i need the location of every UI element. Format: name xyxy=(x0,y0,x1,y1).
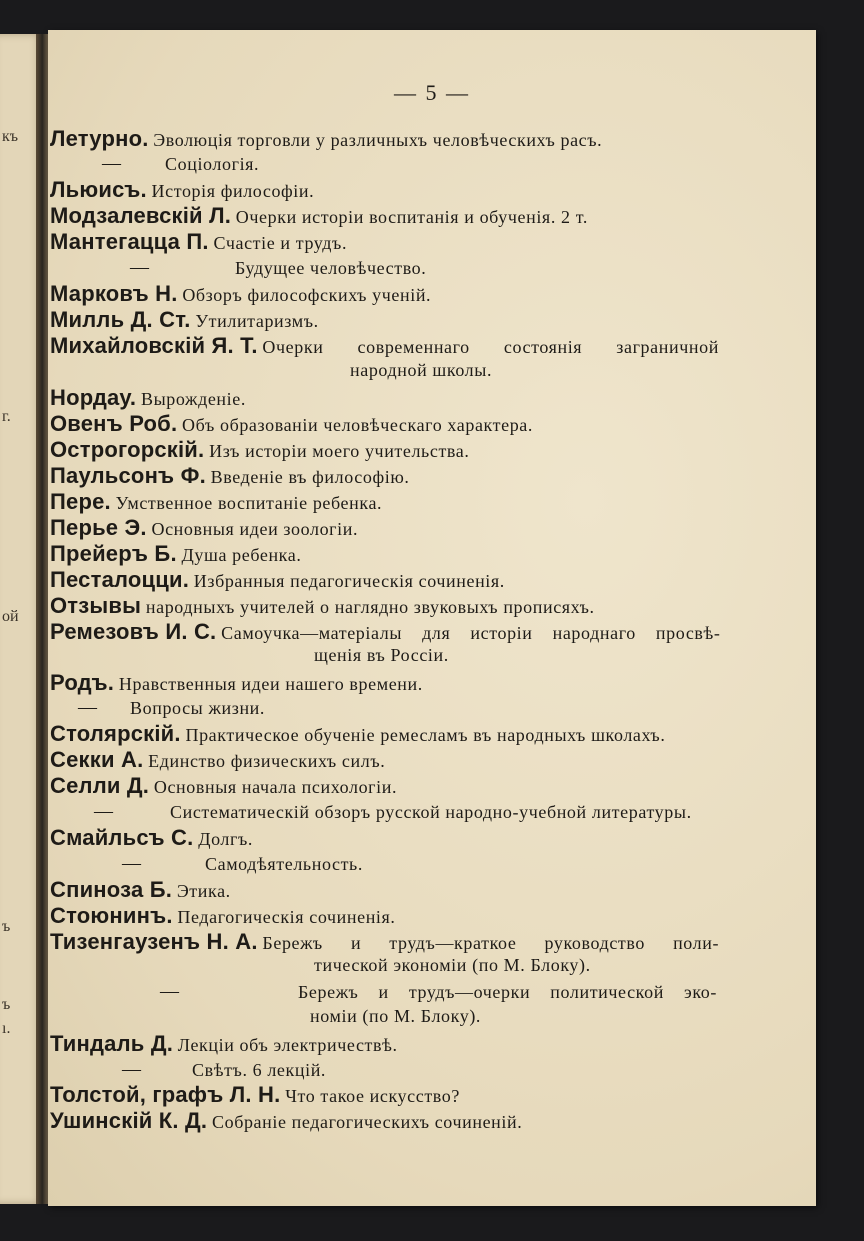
work-title: Очерки исторіи воспитанія и обученія. 2 т. xyxy=(235,207,588,227)
work-title: Соціологія. xyxy=(165,154,260,174)
author-name: Селли Д. xyxy=(50,773,150,798)
bibliography-entry xyxy=(50,542,301,568)
work-title: Счастіе и трудъ. xyxy=(213,233,348,253)
author-name: Острогорскій. xyxy=(50,437,205,462)
left-page-fragment: къ xyxy=(2,128,19,145)
work-title: Систематическій обзоръ русской народно-учебной литературы. xyxy=(170,802,692,822)
left-page-fragment: ой xyxy=(2,608,19,625)
author-name: Паульсонъ Ф. xyxy=(50,463,206,488)
work-title: Основныя идеи зоологіи. xyxy=(151,519,359,539)
work-title: Умственное воспитаніе ребенка. xyxy=(115,493,383,513)
bibliography-entry xyxy=(50,826,253,852)
author-name: Секки А. xyxy=(50,747,144,772)
ditto-dash: — xyxy=(94,801,113,822)
author-name: Толстой, графъ Л. Н. xyxy=(50,1082,281,1107)
work-title-continuation: щенія въ Россіи. xyxy=(314,645,449,665)
bibliography-entry xyxy=(50,386,246,412)
ditto-dash: — xyxy=(78,697,97,718)
bibliography-entry xyxy=(50,464,409,490)
bibliography-entry xyxy=(50,412,533,438)
work-title: Педагогическія сочиненія. xyxy=(177,907,396,927)
work-title: Единство физическихъ силъ. xyxy=(148,751,386,771)
work-title-continuation: тической экономіи (по М. Блоку). xyxy=(314,955,591,975)
author-name: Пере. xyxy=(50,489,111,514)
ditto-dash: — xyxy=(122,1059,141,1080)
work-title: Утилитаризмъ. xyxy=(195,311,319,331)
bibliography-entry xyxy=(50,178,314,204)
left-page-fragment: г. xyxy=(2,408,11,425)
bibliography-entry xyxy=(50,1083,460,1109)
bibliography-entry xyxy=(50,878,231,904)
author-name: Михайловскій Я. Т. xyxy=(50,333,258,358)
work-title: Обзоръ философскихъ ученій. xyxy=(182,285,432,305)
work-title: Объ образованіи человѣческаго характера. xyxy=(182,415,533,435)
work-title-continuation: народной школы. xyxy=(350,360,493,380)
work-title: Этика. xyxy=(176,881,231,901)
work-title: Будущее человѣчество. xyxy=(235,258,427,278)
author-name: Отзывы xyxy=(50,593,142,618)
work-title: Самоучка—матеріалы для исторіи народнаго просвѣ- xyxy=(221,623,721,643)
work-title: Бережъ и трудъ—краткое руководство поли- xyxy=(262,933,720,953)
bibliography-entry xyxy=(50,282,431,308)
bibliography-entry xyxy=(50,308,319,334)
ditto-dash: — xyxy=(130,257,149,278)
author-name: Тизенгаузенъ Н. А. xyxy=(50,929,258,954)
bibliography-entry xyxy=(50,490,382,516)
work-title-continuation: номіи (по М. Блоку). xyxy=(310,1006,482,1026)
bibliography-entry xyxy=(50,438,469,464)
work-title: Что такое искусство? xyxy=(285,1086,460,1106)
author-name: Льюисъ. xyxy=(50,177,147,202)
bibliography-entry xyxy=(50,1109,522,1135)
work-title: Введеніе въ философію. xyxy=(210,467,410,487)
ditto-dash: — xyxy=(160,981,179,1002)
author-name: Столярскій. xyxy=(50,721,181,746)
author-name: Тиндаль Д. xyxy=(50,1031,174,1056)
bibliography-entry xyxy=(50,334,719,360)
page-number: — 5 — xyxy=(394,80,470,105)
bibliography-entry xyxy=(50,904,396,930)
work-title: Избранныя педагогическія сочиненія. xyxy=(193,571,505,591)
bibliography-entry xyxy=(50,620,720,646)
work-title: Исторія философіи. xyxy=(151,181,315,201)
bibliography-entry xyxy=(50,127,602,153)
author-name: Ушинскій К. Д. xyxy=(50,1108,208,1133)
author-name: Милль Д. Ст. xyxy=(50,307,191,332)
left-page-fragment: ı. xyxy=(2,1020,11,1037)
author-name: Нордау. xyxy=(50,385,137,410)
work-title: Очерки современнаго состоянія заграничной xyxy=(262,337,719,357)
bibliography-entry xyxy=(50,774,397,800)
book-page xyxy=(48,30,816,1206)
work-title: Свѣтъ. 6 лекцій. xyxy=(192,1060,327,1080)
bibliography-entry xyxy=(50,671,423,697)
bibliography-entry xyxy=(50,204,588,230)
work-title: Бережъ и трудъ—очерки политической эко- xyxy=(298,982,717,1002)
bibliography-entry xyxy=(50,748,385,774)
author-name: Летурно. xyxy=(50,126,149,151)
work-title: Лекціи объ электричествѣ. xyxy=(177,1035,398,1055)
author-name: Прейеръ Б. xyxy=(50,541,177,566)
author-name: Песталоцци. xyxy=(50,567,190,592)
bibliography-entry xyxy=(50,930,719,956)
work-title: Собраніе педагогическихъ сочиненій. xyxy=(211,1112,523,1132)
bibliography-entry xyxy=(50,1032,398,1058)
left-page-fragment: ъ xyxy=(2,918,11,935)
ditto-dash: — xyxy=(102,153,121,174)
author-name: Смайльсъ С. xyxy=(50,825,194,850)
author-name: Марковъ Н. xyxy=(50,281,178,306)
bibliography-entry xyxy=(50,516,358,542)
work-title: Самодѣятельность. xyxy=(205,854,363,874)
author-name: Спиноза Б. xyxy=(50,877,173,902)
bibliography-entry xyxy=(50,230,347,256)
ditto-dash: — xyxy=(122,853,141,874)
bibliography-entry xyxy=(50,594,595,620)
work-title: Вырожденіе. xyxy=(140,389,246,409)
author-name: Овенъ Роб. xyxy=(50,411,178,436)
author-name: Ремезовъ И. С. xyxy=(50,619,217,644)
author-name: Родъ. xyxy=(50,670,115,695)
work-title: Долгъ. xyxy=(198,829,254,849)
author-name: Мантегацца П. xyxy=(50,229,209,254)
bibliography-entry xyxy=(50,568,505,594)
author-name: Модзалевскій Л. xyxy=(50,203,232,228)
work-title: Вопросы жизни. xyxy=(130,698,266,718)
author-name: Стоюнинъ. xyxy=(50,903,173,928)
author-name: Перье Э. xyxy=(50,515,147,540)
work-title: Основныя начала психологіи. xyxy=(153,777,398,797)
work-title: Практическое обученіе ремесламъ въ народныхъ школахъ. xyxy=(185,725,666,745)
bibliography-entry xyxy=(50,722,665,748)
work-title: Нравственныя идеи нашего времени. xyxy=(118,674,423,694)
work-title: Душа ребенка. xyxy=(181,545,302,565)
work-title: Эволюція торговли у различныхъ человѣческихъ расъ. xyxy=(153,130,603,150)
left-page-fragment: ъ xyxy=(2,996,11,1013)
work-title: народныхъ учителей о наглядно звуковыхъ прописяхъ. xyxy=(145,597,595,617)
work-title: Изъ исторіи моего учительства. xyxy=(209,441,470,461)
